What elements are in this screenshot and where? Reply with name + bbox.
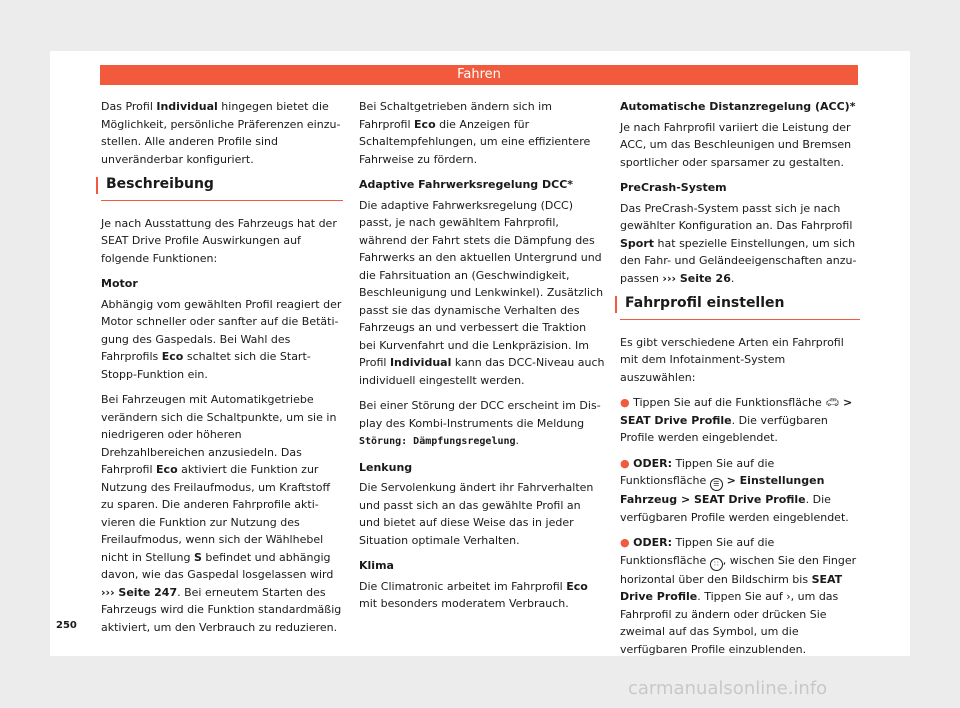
column-right	[620, 98, 860, 666]
paragraph: Es gibt verschiedene Arten ein Fahrprofil mit dem Infotainment-System auszuwählen:	[620, 335, 844, 384]
column-left	[101, 98, 343, 644]
menu-grid-icon: ☰	[710, 478, 723, 491]
subheading-klima: Klima	[359, 559, 394, 572]
page-link[interactable]: ››› Seite 247	[101, 585, 178, 599]
subheading-dcc: Adaptive Fahrwerksregelung DCC*	[359, 178, 574, 191]
bullet-icon: ●	[620, 536, 630, 549]
watermark: carmanualsonline.info	[628, 678, 828, 699]
column-middle	[359, 98, 605, 621]
bullet-icon: ●	[620, 456, 630, 470]
page-link[interactable]: ››› Seite 26	[662, 271, 731, 285]
chapter-banner: Fahren	[100, 65, 858, 85]
paragraph: Bei einer Störung der DCC erscheint im Display des Kombi-Instruments die Meldung Störung: Dämpfungsregelung.	[359, 399, 601, 447]
list-item: ● ODER: Tippen Sie auf die Funktionsfläche ☰ > Einstellungen Fahrzeug > SEAT Drive Profile. Die verfügbaren Profile werden eingeblendet.	[620, 456, 849, 524]
section-heading-beschreibung: Beschreibung	[101, 176, 343, 201]
paragraph: Bei Fahrzeugen mit Automatikgetriebe verändern sich die Schaltpunkte, um sie in niedrigeren oder höheren Drehzahlbereichen anzusiedeln. Das Fahrprofil Eco aktiviert die Funktion zur Nutzung des Freilaufmodus, um Kraftstoff zu sparen. Die anderen Fahrprofile aktivieren die Funktion zur Nutzung des Freilaufmodus, wenn sich der Wählhebel nicht in Stellung S befindet und abhängig davon, wie das Gaspedal losgelassen wird ››› Seite 247. Bei erneutem Starten des Fahrzeugs wird die Funktion standardmäßig aktiviert, um den Verbrauch zu reduzieren.	[101, 393, 342, 634]
paragraph: Die adaptive Fahrwerksregelung (DCC) passt, je nach gewähltem Fahrprofil, während der Fahrt stets die Dämpfung des Fahrwerks an den aktuellen Untergrund und die Fahrsituation an (Geschwindigkeit, Beschleunigung und Lenkwinkel). Zusätzlich passt sie das dynamische Verhalten des Fahrzeugs an und verbessert die Traktion bei Kurvenfahrt und die Lenkpräzision. Im Profil Individual kann das DCC-Niveau auch individuell eingestellt werden.	[359, 198, 605, 387]
list-item: ● ODER: Tippen Sie auf die Funktionsfläche ∷ , wischen Sie den Finger horizontal über den Bildschirm bis SEAT Drive Profile. Tippen Sie auf ›, um das Fahrprofil zu ändern oder drücken Sie zweimal auf das Symbol, um die verfügbaren Profile einzublenden.	[620, 536, 857, 656]
bullet-icon: ●	[620, 396, 630, 409]
list-item: ● Tippen Sie auf die Funktionsfläche 🚗︎ > SEAT Drive Profile. Die verfügbaren Profile werden eingeblendet.	[620, 396, 853, 444]
paragraph: Die Climatronic arbeitet im Fahrprofil Eco mit besonders moderatem Verbrauch.	[359, 579, 588, 610]
section-heading-fahrprofil: Fahrprofil einstellen	[620, 295, 860, 320]
subheading-acc: Automatische Distanzregelung (ACC)*	[620, 100, 856, 113]
subheading-lenkung: Lenkung	[359, 460, 413, 474]
paragraph: Das PreCrash-System passt sich je nach gewählter Konfiguration an. Das Fahrprofil Sport hat spezielle Einstellungen, um sich den Fahr- und Geländeeigenschaften anzupassen ››› Seite 26.	[620, 201, 857, 285]
car-icon: 🚗︎	[825, 396, 840, 409]
paragraph: Je nach Ausstattung des Fahrzeugs hat der SEAT Drive Profile Auswirkungen auf folgende Funktionen:	[101, 216, 337, 265]
paragraph: Abhängig vom gewählten Profil reagiert der Motor schneller oder sanfter auf die Betätigung des Gaspedals. Bei Wahl des Fahrprofils Eco schaltet sich die Start-Stopp-Funktion ein.	[101, 297, 342, 381]
paragraph: Das Profil Individual hingegen bietet die Möglichkeit, persönliche Präferenzen einzustellen. Alle anderen Profile sind unveränderbar konfiguriert.	[101, 100, 341, 166]
paragraph: Je nach Fahrprofil variiert die Leistung der ACC, um das Beschleunigen und Bremsen sportlicher oder sparsamer zu gestalten.	[620, 120, 852, 169]
subheading-precrash: PreCrash-System	[620, 181, 727, 194]
paragraph: Bei Schaltgetrieben ändern sich im Fahrprofil Eco die Anzeigen für Schaltempfehlungen, um eine effizientere Fahrweise zu fördern.	[359, 100, 591, 166]
chevron-right-icon: ›	[786, 590, 791, 603]
paragraph: Die Servolenkung ändert ihr Fahrverhalten und passt sich an das gewählte Profil an und bietet auf diese Weise das in jeder Situation optimale Verhalten.	[359, 481, 594, 547]
subheading-motor: Motor	[101, 277, 138, 290]
apps-icon: ∷	[710, 558, 723, 571]
page-number: 250	[56, 620, 77, 631]
